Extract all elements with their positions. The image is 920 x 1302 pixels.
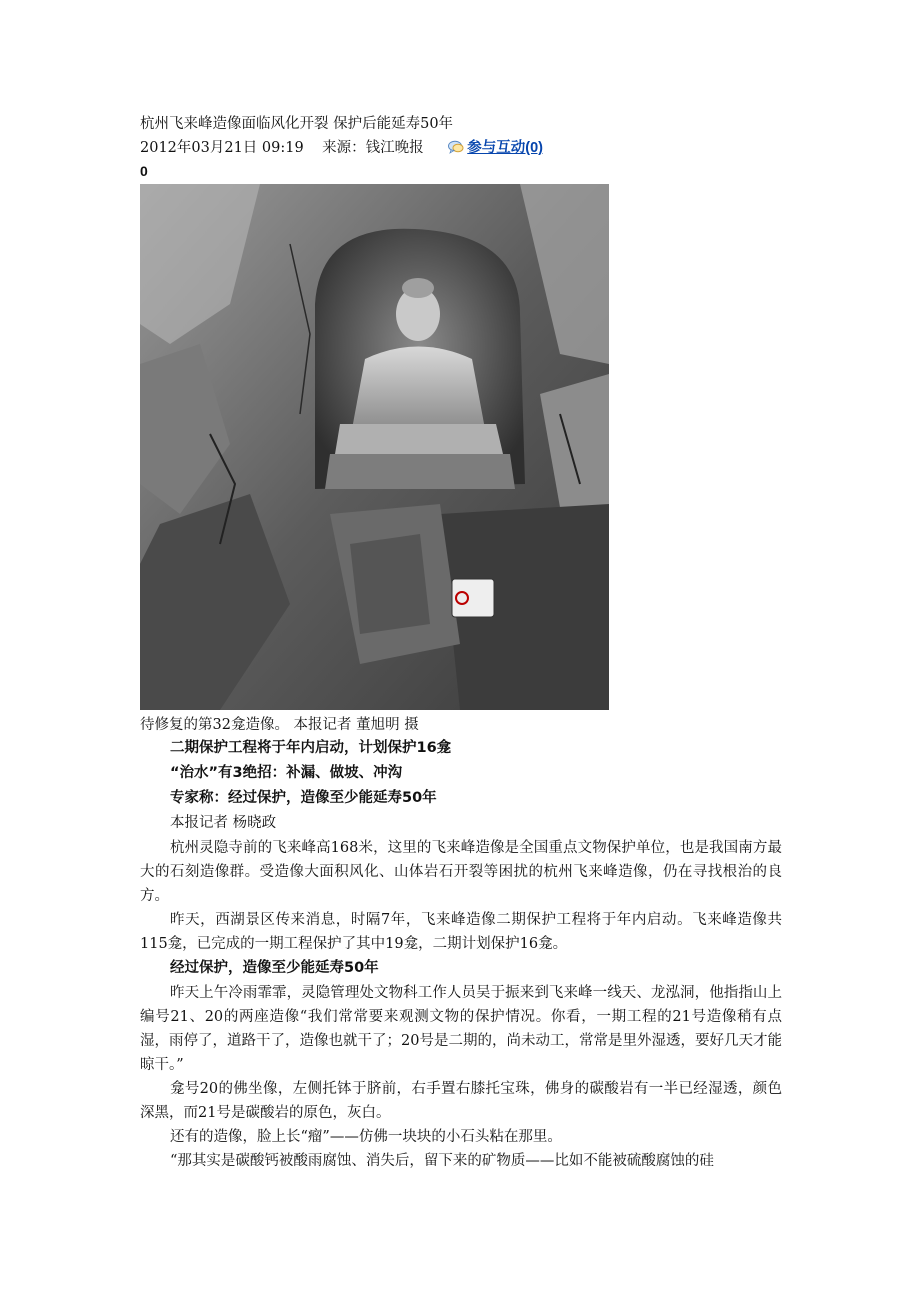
paragraph-3: 昨天上午冷雨霏霏，灵隐管理处文物科工作人员吴于振来到飞来峰一线天、龙泓洞，他指指山上编号21、20的两座造像“我们常常要来观测文物的保护情况。你看，一期工程的21号造像稍有点湿，雨停了，道路干了，造像也就干了；20号是二期的，尚未动工，常常是里外湿透，要好几天才能晾干。” — [140, 985, 782, 1073]
subheading: 经过保护，造像至少能延寿50年 — [170, 960, 379, 976]
buddha-photo — [140, 184, 609, 710]
article — [140, 112, 782, 1173]
paragraph-4: 龛号20的佛坐像，左侧托钵于脐前，右手置右膝托宝珠，佛身的碳酸岩有一半已经湿透，颜色深黑，而21号是碳酸岩的原色，灰白。 — [140, 1081, 782, 1121]
photo-caption: 待修复的第32龛造像。 本报记者 董旭明 摄 — [140, 717, 419, 733]
headline-3: 专家称：经过保护，造像至少能延寿50年 — [170, 790, 437, 806]
paragraph-6: “那其实是碳酸钙被酸雨腐蚀、消失后，留下来的矿物质——比如不能被硫酸腐蚀的硅 — [170, 1153, 714, 1169]
article-source: 来源：钱江晚报 — [322, 140, 424, 156]
interact-link[interactable]: 参与互动(0) — [467, 140, 543, 156]
article-meta — [140, 136, 782, 160]
paragraph-5: 还有的造像，脸上长“瘤”——仿佛一块块的小石头粘在那里。 — [170, 1129, 562, 1145]
comment-bubble-icon — [448, 138, 464, 152]
headline-2: “治水”有3绝招：补漏、做坡、冲沟 — [170, 765, 403, 781]
comment-count: 0 — [140, 163, 148, 179]
paragraph-2: 昨天，西湖景区传来消息，时隔7年，飞来峰造像二期保护工程将于年内启动。飞来峰造像共115龛，已完成的一期工程保护了其中19龛，二期计划保护16龛。 — [140, 912, 782, 952]
byline: 本报记者 杨晓政 — [170, 815, 277, 831]
article-date: 2012年03月21日 09:19 — [140, 140, 304, 156]
paragraph-1: 杭州灵隐寺前的飞来峰高168米，这里的飞来峰造像是全国重点文物保护单位，也是我国南方最大的石刻造像群。受造像大面积风化、山体岩石开裂等困扰的杭州飞来峰造像，仍在寻找根治的良方。 — [140, 840, 782, 904]
article-title: 杭州飞来峰造像面临风化开裂 保护后能延寿50年 — [140, 116, 454, 132]
headline-1: 二期保护工程将于年内启动，计划保护16龛 — [170, 740, 452, 756]
